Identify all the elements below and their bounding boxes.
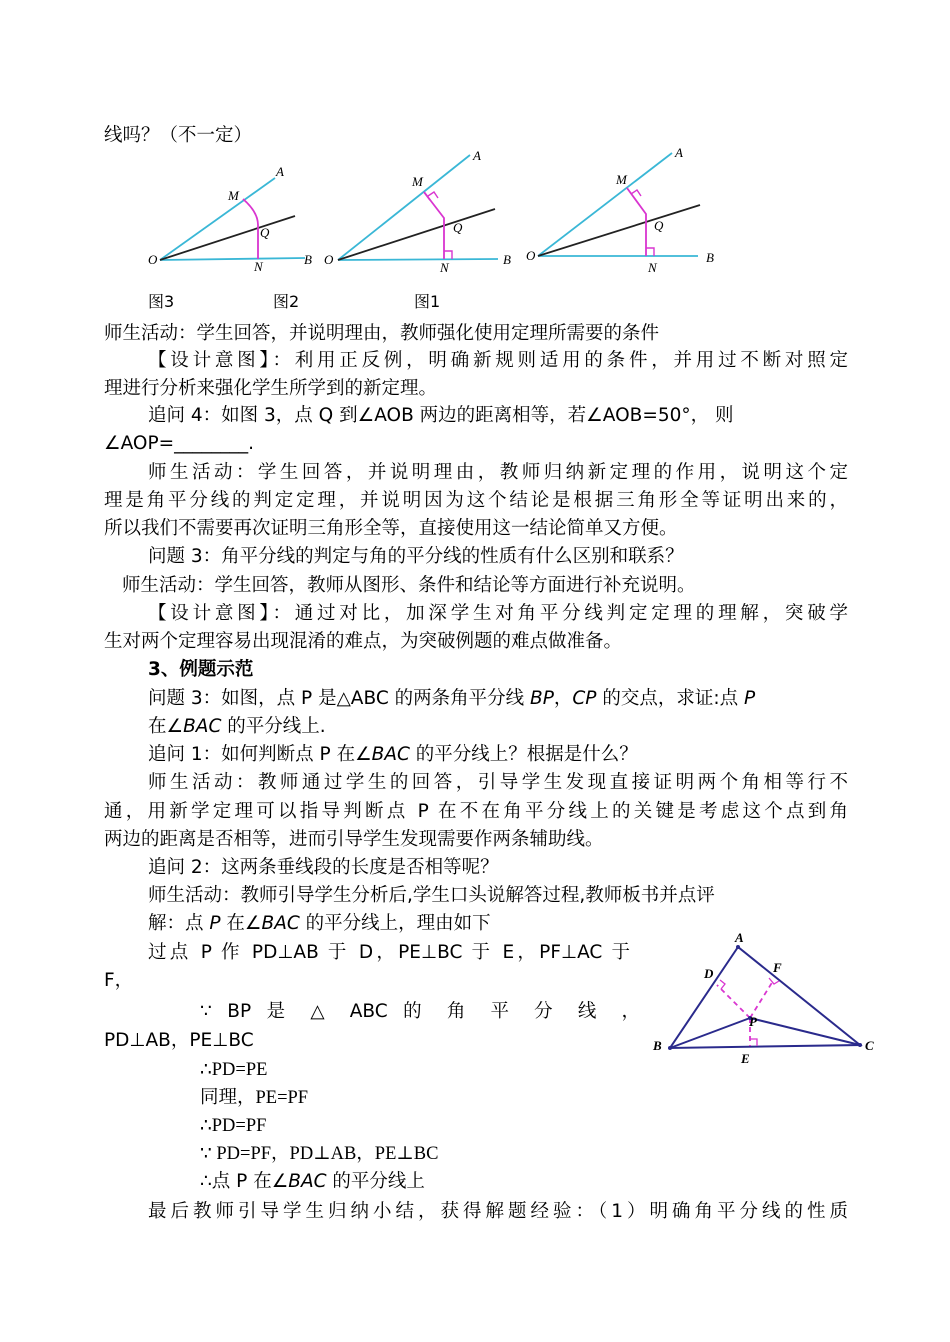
text-line: 追问 1：如何判断点 P 在∠BAC 的平分线上？根据是什么？ <box>148 744 638 765</box>
text-line: ∵ PD=PF，PD⊥AB，PE⊥BC <box>200 1144 439 1164</box>
text-line: 师生活动：教师引导学生分析后,学生口头说解答过程,教师板书并点评 <box>148 885 715 906</box>
label-q: Q <box>654 218 664 233</box>
text-line: 生对两个定理容易出现混淆的难点，为突破例题的难点做准备。 <box>104 631 623 652</box>
label-q: Q <box>260 225 270 240</box>
figure-3 <box>148 164 312 274</box>
text-line: 解：点 P 在∠BAC 的平分线上，理由如下 <box>148 913 491 934</box>
label-n: N <box>440 260 449 275</box>
text-line: 【设计意图】：通过对比，加深学生对角平分线判定定理的理解，突破学 <box>148 603 848 624</box>
text-line: 追问 4：如图 3，点 Q 到∠AOB 两边的距离相等，若∠AOB=50°， 则 <box>148 405 734 426</box>
label-o: O <box>324 252 334 267</box>
label-m: M <box>412 174 423 189</box>
label-d: D <box>704 966 714 981</box>
text-line: ∴点 P 在∠BAC 的平分线上 <box>200 1171 425 1192</box>
section-heading: 3、例题示范 <box>148 659 254 680</box>
figure-caption: 图3 <box>148 292 175 311</box>
text-line: ∴PD=PF <box>200 1116 267 1136</box>
label-m: M <box>228 188 239 203</box>
text-line: 同理，PE=PF <box>200 1088 309 1108</box>
label-b: B <box>653 1038 662 1053</box>
label-b: B <box>304 252 312 267</box>
angle-figures <box>140 140 740 280</box>
label-o: O <box>148 252 158 267</box>
text-line: 问题 3：如图，点 P 是△ABC 的两条角平分线 BP，CP 的交点，求证:点 P <box>148 688 756 709</box>
text-line: 师生活动：学生回答，教师从图形、条件和结论等方面进行补充说明。 <box>122 575 696 596</box>
label-c: C <box>865 1038 874 1053</box>
text-line: 通，用新学定理可以指导判断点 P 在不在角平分线上的关键是考虑这个点到角 <box>104 801 848 822</box>
text-line: 师生活动：学生回答，并说明理由，教师强化使用定理所需要的条件 <box>104 323 660 344</box>
label-a: A <box>276 164 284 179</box>
triangle-figure <box>645 925 885 1070</box>
label-e: E <box>741 1051 750 1066</box>
label-m: M <box>616 172 627 187</box>
figure-caption: 图1 <box>414 292 441 311</box>
figure-caption: 图2 <box>273 292 300 311</box>
text-line: 理进行分析来强化学生所学到的新定理。 <box>104 378 438 399</box>
text-line: 最后教师引导学生归纳小结，获得解题经验：（1）明确角平分线的性质 <box>148 1201 848 1222</box>
text-line: 师生活动：教师通过学生的回答，引导学生发现直接证明两个角相等行不 <box>148 772 848 793</box>
figure-2 <box>324 148 511 275</box>
text-line: 师生活动：学生回答，并说明理由，教师归纳新定理的作用，说明这个定 <box>148 462 848 483</box>
text-line: ∠AOP=________. <box>104 433 255 454</box>
text-line: 理是角平分线的判定定理，并说明因为这个结论是根据三角形全等证明出来的， <box>104 490 848 511</box>
text-line: 问题 3：角平分线的判定与角的平分线的性质有什么区别和联系？ <box>148 546 684 567</box>
label-a: A <box>675 145 683 160</box>
label-o: O <box>526 248 536 263</box>
text-line: 两边的距离是否相等，进而引导学生发现需要作两条辅助线。 <box>104 829 604 850</box>
label-p: P <box>749 1014 757 1029</box>
text-line: 线吗？（不一定） <box>104 125 253 146</box>
text-line: 追问 2：这两条垂线段的长度是否相等呢？ <box>148 857 499 878</box>
label-n: N <box>648 260 657 275</box>
figure-1 <box>526 145 714 275</box>
text-line: 过点 P 作 PD⊥AB 于 D，PE⊥BC 于 E，PF⊥AC 于 <box>148 942 630 963</box>
label-a: A <box>735 930 744 945</box>
label-n: N <box>254 259 263 274</box>
text-line: F， <box>104 970 134 991</box>
text-line: 在∠BAC 的平分线上. <box>148 716 326 737</box>
text-line: ∵ BP 是 △ ABC 的 角 平 分 线 ， <box>200 1001 640 1022</box>
label-a: A <box>473 148 481 163</box>
label-q: Q <box>453 220 463 235</box>
text-line: 【设计意图】：利用正反例，明确新规则适用的条件，并用过不断对照定 <box>148 350 848 371</box>
label-b: B <box>706 250 714 265</box>
label-f: F <box>773 960 782 975</box>
text-line: 所以我们不需要再次证明三角形全等，直接使用这一结论简单又方便。 <box>104 518 678 539</box>
label-b: B <box>503 252 511 267</box>
text-line: ∴PD=PE <box>200 1060 268 1080</box>
text-line: PD⊥AB，PE⊥BC <box>104 1030 254 1051</box>
